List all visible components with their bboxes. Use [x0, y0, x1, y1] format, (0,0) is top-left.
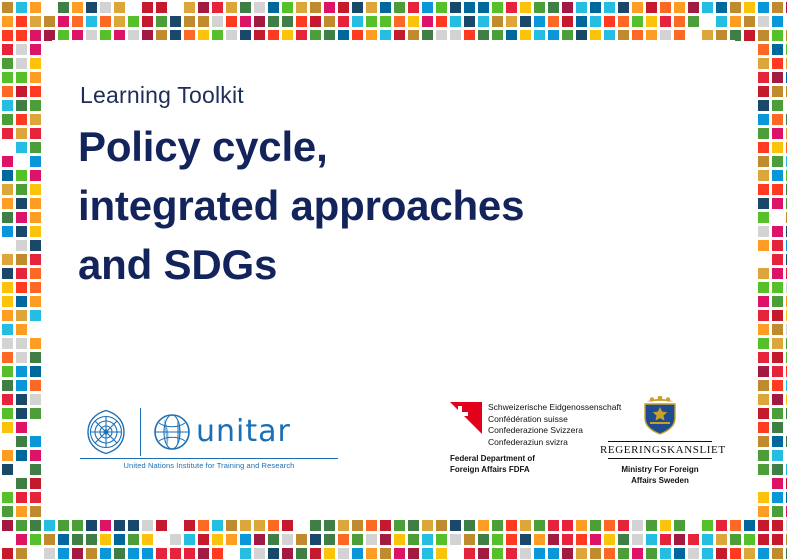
sweden-rule-top [608, 441, 712, 442]
sweden-mfa-logo [600, 396, 726, 485]
sweden-subtitle-line-1: Ministry For Foreign [621, 465, 699, 474]
title-line-1: Policy cycle, [78, 123, 328, 170]
swiss-name-rm: Confederaziun svizra [488, 437, 568, 448]
sweden-subtitle [600, 465, 720, 487]
sweden-crest-icon [637, 396, 683, 438]
slide-content [52, 40, 735, 500]
sweden-wordmark: REGERINGSKANSLIET [600, 444, 726, 456]
sweden-subtitle-line-2: Affairs Sweden [631, 475, 689, 485]
unitar-divider [140, 408, 141, 456]
swiss-department [450, 454, 535, 476]
unitar-wordmark: unitar [196, 414, 291, 449]
swiss-name-it: Confederazione Svizzera [488, 425, 583, 436]
unitar-logo [80, 400, 330, 475]
swiss-name-fr: Confédération suisse [488, 413, 568, 424]
title-line-3: and SDGs [78, 240, 278, 288]
swiss-flag-icon [450, 402, 482, 434]
un-emblem-icon [80, 406, 132, 458]
title-line-2: integrated approaches [78, 181, 525, 229]
unitar-tagline: United Nations Institute for Training and Research [80, 458, 338, 470]
swiss-department-line-1: Federal Department of [450, 454, 535, 463]
slide-kicker: Learning Toolkit [80, 82, 244, 108]
unitar-globe-icon [150, 410, 194, 454]
sweden-rule-bottom [608, 458, 712, 459]
page-title [78, 118, 698, 294]
logo-row [52, 388, 735, 488]
swiss-name-de: Schweizerische Eidgenossenschaft [488, 402, 622, 412]
swiss-department-line-2: Foreign Affairs FDFA [450, 464, 530, 474]
